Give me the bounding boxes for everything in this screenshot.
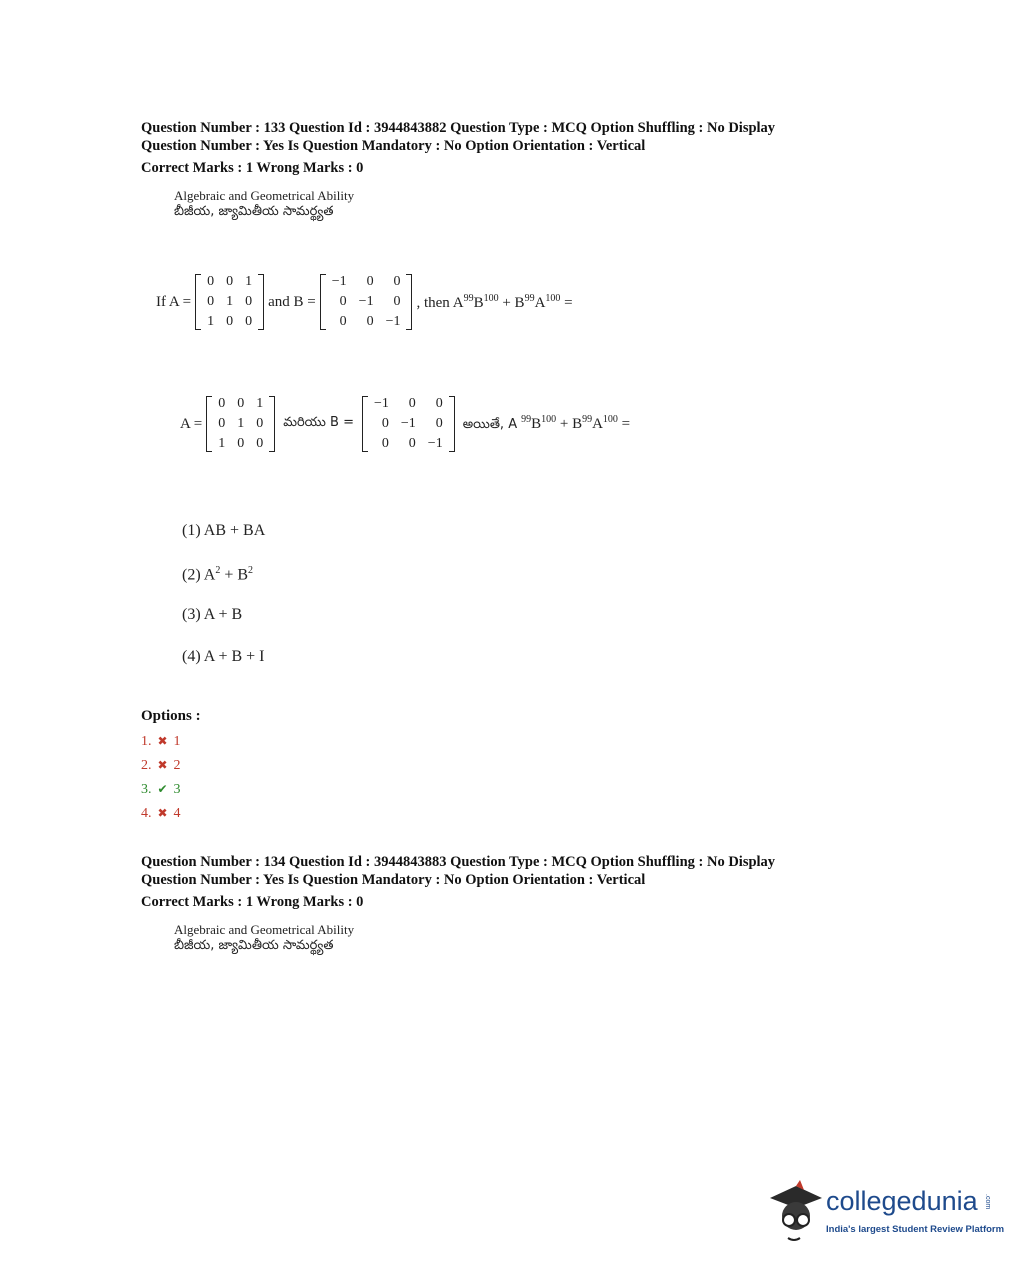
question-header-line2: Question Number : Yes Is Question Mandatory : No Option Orientation : Vertical bbox=[141, 138, 646, 154]
option-4: 4. ✖ 4 bbox=[141, 806, 181, 821]
question-header-line1: Question Number : 133 Question Id : 3944843882 Question Type : MCQ Option Shuffling : No Display bbox=[141, 120, 776, 136]
cross-icon: ✖ bbox=[157, 806, 168, 820]
matrix-a: 0 0 1 0 1 0 1 0 0 bbox=[195, 272, 264, 332]
subject-label-134 bbox=[174, 922, 354, 954]
subject-english: Algebraic and Geometrical Ability bbox=[174, 188, 355, 203]
matrix-b-te: −1 0 0 0 −1 0 0 0 −1 bbox=[362, 394, 455, 454]
option-3: 3. ✔ 3 bbox=[141, 782, 181, 797]
choice-3: (3) A + B bbox=[182, 606, 243, 623]
q-te-and-label: మరియు B = bbox=[283, 415, 354, 430]
matrix-b: −1 0 0 0 −1 0 0 0 −1 bbox=[320, 272, 413, 332]
matrix-a-te: 0 0 1 0 1 0 1 0 0 bbox=[206, 394, 275, 454]
collegedunia-logo bbox=[766, 1176, 1005, 1246]
choice-4: (4) A + B + I bbox=[182, 648, 265, 665]
choice-1: (1) AB + BA bbox=[182, 522, 266, 539]
question-134-header-line1: Question Number : 134 Question Id : 3944843883 Question Type : MCQ Option Shuffling : No Display bbox=[141, 854, 776, 870]
q-and-label: and B = bbox=[268, 293, 316, 310]
logo-tagline: India's largest Student Review Platform bbox=[826, 1224, 1005, 1235]
q-te-a-label: A = bbox=[180, 415, 203, 432]
q-if-label: If A = bbox=[156, 293, 192, 310]
question-134-header-line2: Question Number : Yes Is Question Mandatory : No Option Orientation : Vertical bbox=[141, 872, 646, 888]
logo-wordmark: collegedunia bbox=[826, 1186, 978, 1216]
question-marks-line: Correct Marks : 1 Wrong Marks : 0 bbox=[141, 160, 364, 176]
question-134-marks-line: Correct Marks : 1 Wrong Marks : 0 bbox=[141, 894, 364, 910]
subject-label bbox=[174, 188, 354, 220]
question-english bbox=[156, 272, 573, 332]
question-telugu bbox=[180, 394, 630, 454]
option-1: 1. ✖ 1 bbox=[141, 734, 181, 749]
cross-icon: ✖ bbox=[157, 758, 168, 772]
q-expression: , then $A^{99}B^{100} + B^{99}A^{100}$ = bbox=[416, 292, 573, 311]
choice-2: (2) $A^2 + B^2$ bbox=[182, 565, 254, 584]
subject-telugu: బీజీయ, జ్యామితీయ సామర్థ్యత bbox=[174, 204, 334, 219]
subject-english: Algebraic and Geometrical Ability bbox=[174, 922, 355, 937]
logo-suffix: .com bbox=[984, 1194, 991, 1210]
option-2: 2. ✖ 2 bbox=[141, 758, 181, 773]
cross-icon: ✖ bbox=[157, 734, 168, 748]
options-label: Options : bbox=[141, 708, 201, 724]
subject-telugu: బీజీయ, జ్యామితీయ సామర్థ్యత bbox=[174, 938, 334, 953]
check-icon: ✔ bbox=[157, 782, 168, 796]
graduate-cap-icon bbox=[766, 1176, 824, 1246]
q-te-expression: అయితే, A $^{99}B^{100} + B^{99}A^{100}$ = bbox=[462, 413, 631, 432]
